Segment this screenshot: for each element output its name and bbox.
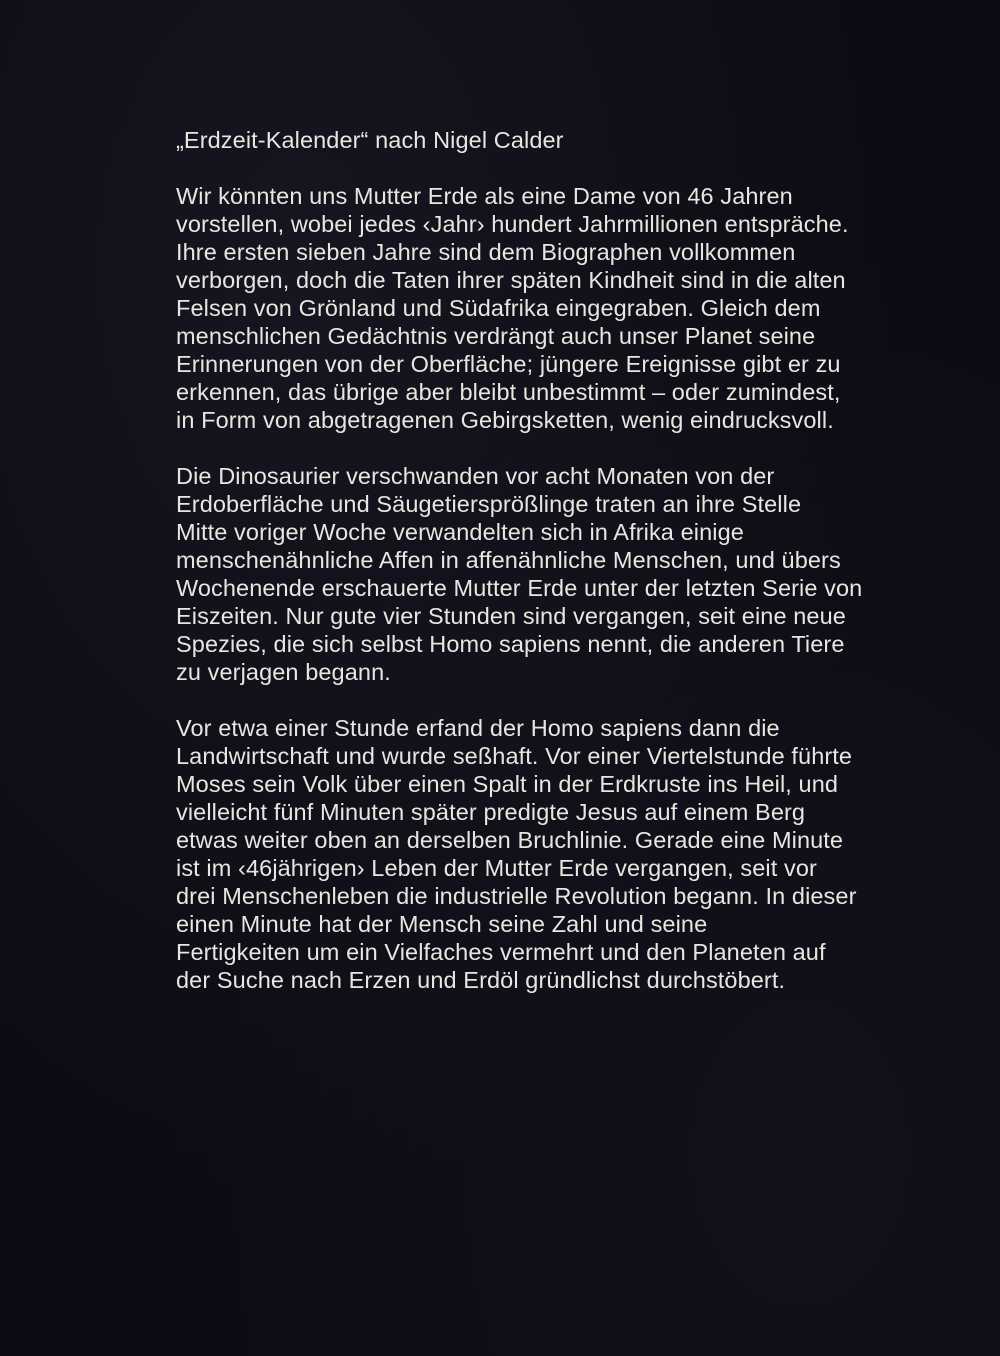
text-line: Mitte voriger Woche verwandelten sich in Afrika einige	[176, 519, 744, 545]
text-line: etwas weiter oben an derselben Bruchlinie. Gerade eine Minute	[176, 827, 844, 853]
paragraph-3	[176, 714, 966, 994]
cover-title: „Erdzeit-Kalender“ nach Nigel Calder	[176, 127, 564, 153]
cover-text-block	[176, 126, 966, 1022]
text-line: Wir könnten uns Mutter Erde als eine Dame von 46 Jahren	[176, 183, 793, 209]
text-line: Erdoberfläche und Säugetiersprößlinge traten an ihre Stelle	[176, 491, 802, 517]
text-line: Die Dinosaurier verschwanden vor acht Monaten von der	[176, 463, 775, 489]
text-line: Ihre ersten sieben Jahre sind dem Biographen vollkommen	[176, 239, 796, 265]
text-line: drei Menschenleben die industrielle Revolution begann. In dieser	[176, 883, 857, 909]
text-line: einen Minute hat der Mensch seine Zahl und seine	[176, 911, 708, 937]
text-line: Vor etwa einer Stunde erfand der Homo sapiens dann die	[176, 715, 780, 741]
paragraph-2	[176, 462, 966, 686]
text-line: Felsen von Grönland und Südafrika eingegraben. Gleich dem	[176, 295, 821, 321]
text-line: Landwirtschaft und wurde seßhaft. Vor einer Viertelstunde führte	[176, 743, 853, 769]
text-line: der Suche nach Erzen und Erdöl gründlichst durchstöbert.	[176, 967, 786, 993]
text-line: menschlichen Gedächtnis verdrängt auch unser Planet seine	[176, 323, 816, 349]
text-line: Fertigkeiten um ein Vielfaches vermehrt und den Planeten auf	[176, 939, 826, 965]
text-line: vorstellen, wobei jedes ‹Jahr› hundert Jahrmillionen entspräche.	[176, 211, 849, 237]
text-line: Moses sein Volk über einen Spalt in der Erdkruste ins Heil, und	[176, 771, 839, 797]
text-line: vielleicht fünf Minuten später predigte Jesus auf einem Berg	[176, 799, 806, 825]
text-line: Erinnerungen von der Oberfläche; jüngere Ereignisse gibt er zu	[176, 351, 841, 377]
text-line: zu verjagen begann.	[176, 659, 391, 685]
text-line: Spezies, die sich selbst Homo sapiens nennt, die anderen Tiere	[176, 631, 845, 657]
text-line: menschenähnliche Affen in affenähnliche Menschen, und übers	[176, 547, 841, 573]
text-line: Wochenende erschauerte Mutter Erde unter der letzten Serie von	[176, 575, 863, 601]
text-line: in Form von abgetragenen Gebirgsketten, wenig eindrucksvoll.	[176, 407, 834, 433]
text-line: ist im ‹46jährigen› Leben der Mutter Erde vergangen, seit vor	[176, 855, 817, 881]
paragraph-1	[176, 182, 966, 434]
text-line: erkennen, das übrige aber bleibt unbestimmt – oder zumindest,	[176, 379, 841, 405]
text-line: Eiszeiten. Nur gute vier Stunden sind vergangen, seit eine neue	[176, 603, 846, 629]
text-line: verborgen, doch die Taten ihrer späten Kindheit sind in die alten	[176, 267, 846, 293]
